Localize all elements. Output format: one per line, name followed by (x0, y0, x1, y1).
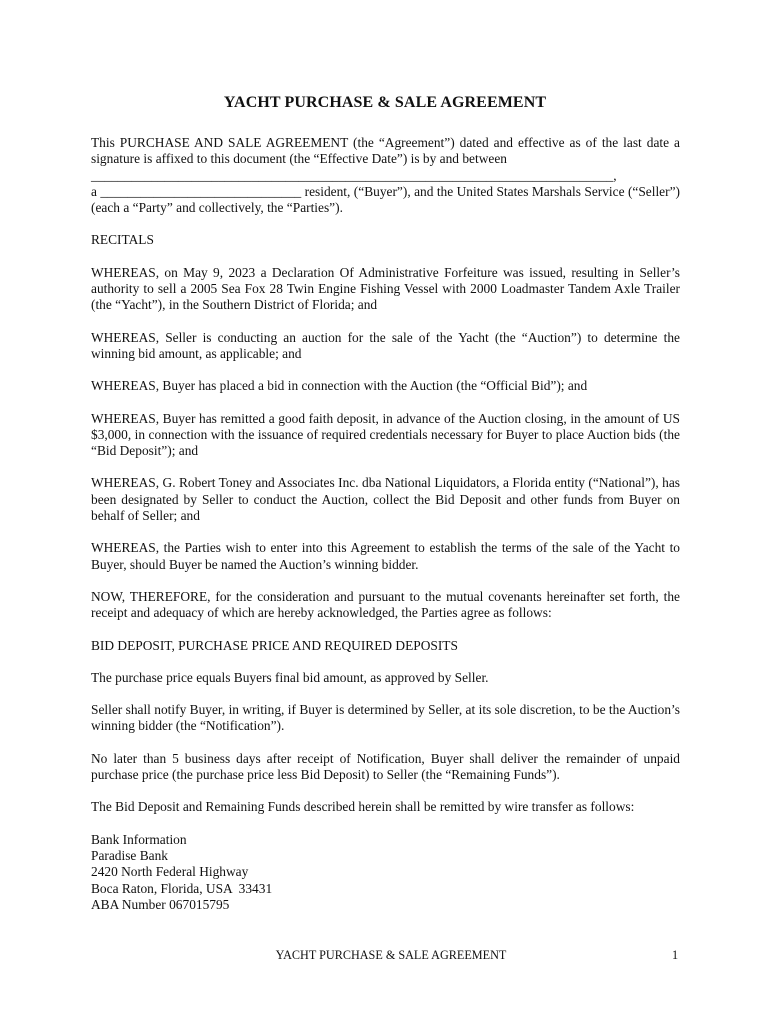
footer-title: YACHT PURCHASE & SALE AGREEMENT (275, 948, 507, 962)
recital-paragraph-1: WHEREAS, on May 9, 2023 a Declaration Of Administrative Forfeiture was issued, resulting in Seller’s authority to sell a 2005 Sea Fox 28 Twin Engine Fishing Vessel with 2000 Loadmaster Tandem Axle Trailer (the “Yacht”), in the Southern District of Florida; and (91, 264, 680, 313)
recital-paragraph-5: WHEREAS, G. Robert Toney and Associates Inc. dba National Liquidators, a Florida entity (“National”), has been designated by Seller to conduct the Auction, collect the Bid Deposit and other funds from Buyer on behalf of Seller; and (91, 475, 680, 524)
intro-paragraph-line2: a ______________________________ resident, (“Buyer”), and the United States Marshals Service (“Seller”) (each a “Party” and collectively, the “Parties”). (91, 183, 680, 216)
wire-transfer-paragraph: The Bid Deposit and Remaining Funds described herein shall be remitted by wire transfer as follows: (91, 799, 635, 815)
section-heading: BID DEPOSIT, PURCHASE PRICE AND REQUIRED DEPOSITS (91, 637, 458, 653)
bank-aba-number: ABA Number 067015795 (91, 896, 230, 912)
footer-page-number: 1 (672, 948, 679, 962)
document-title: YACHT PURCHASE & SALE AGREEMENT (223, 94, 547, 111)
notification-paragraph: Seller shall notify Buyer, in writing, if Buyer is determined by Seller, at its sole discretion, to be the Auction’s winning bidder (the “Notification”). (91, 702, 680, 734)
document-body (91, 135, 680, 913)
buyer-name-blank: ______________________________________________________________________________, (91, 167, 617, 183)
recital-paragraph-4: WHEREAS, Buyer has remitted a good faith deposit, in advance of the Auction closing, in the amount of US $3,000, in connection with the issuance of required credentials necessary for Buyer to place Auction bids (the “Bid Deposit”); and (91, 410, 680, 459)
purchase-price-paragraph: The purchase price equals Buyers final bid amount, as approved by Seller. (91, 669, 489, 685)
remaining-funds-paragraph: No later than 5 business days after receipt of Notification, Buyer shall deliver the remainder of unpaid purchase price (the purchase price less Bid Deposit) to Seller (the “Remaining Funds”). (91, 750, 680, 783)
bank-name: Paradise Bank (91, 847, 168, 863)
recital-paragraph-3: WHEREAS, Buyer has placed a bid in connection with the Auction (the “Official Bid”); and (91, 378, 588, 394)
now-therefore-paragraph: NOW, THEREFORE, for the consideration and pursuant to the mutual covenants hereinafter set forth, the receipt and adequacy of which are hereby acknowledged, the Parties agree as follows: (91, 588, 680, 621)
intro-paragraph-line1: This PURCHASE AND SALE AGREEMENT (the “Agreement”) dated and effective as of the last date a signature is affixed to this document (the “Effective Date”) is by and between (91, 135, 680, 167)
recitals-heading: RECITALS (91, 232, 154, 248)
bank-city: Boca Raton, Florida, USA 33431 (91, 880, 273, 896)
recital-paragraph-6: WHEREAS, the Parties wish to enter into this Agreement to establish the terms of the sale of the Yacht to Buyer, should Buyer be named the Auction’s winning bidder. (91, 540, 680, 572)
recital-paragraph-2: WHEREAS, Seller is conducting an auction for the sale of the Yacht (the “Auction”) to determine the winning bid amount, as applicable; and (91, 329, 680, 361)
bank-information-block (91, 832, 680, 913)
bank-info-label: Bank Information (91, 831, 187, 847)
bank-street: 2420 North Federal Highway (91, 864, 249, 880)
